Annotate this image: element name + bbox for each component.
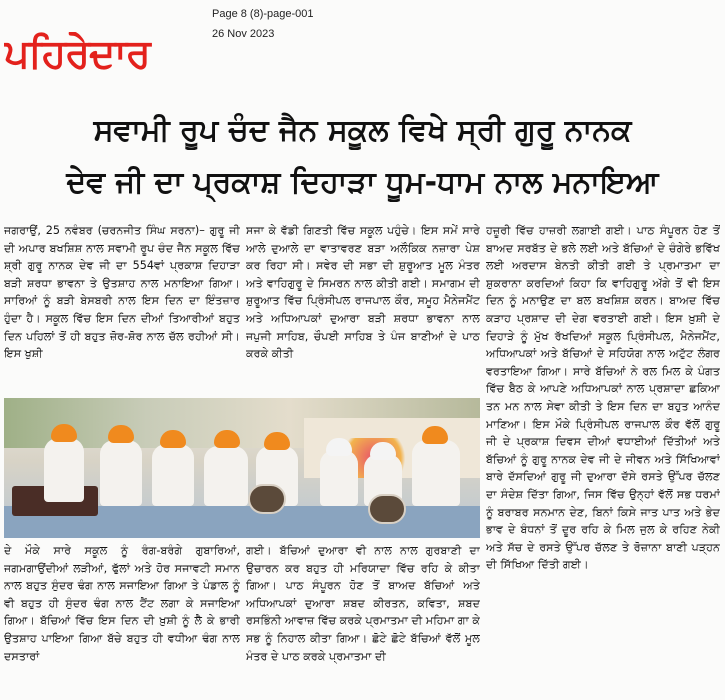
newspaper-masthead: ਪਹਿਰੇਦਾਰ [4, 32, 150, 76]
turban [214, 430, 240, 448]
headline-line-2: ਦੇਵ ਜੀ ਦਾ ਪ੍ਰਕਾਸ਼ ਦਿਹਾੜਾ ਧੂਮ-ਧਾਮ ਨਾਲ ਮਨਾਇਆ [66, 165, 659, 200]
turban [51, 424, 77, 442]
page-label: Page 8 (8)-page-001 [212, 8, 314, 20]
turban [370, 442, 396, 460]
performer [412, 440, 460, 506]
article-column-1-top: ਜਗਰਾਉਂ, 25 ਨਵੰਬਰ (ਚਰਨਜੀਤ ਸਿੰਘ ਸਰਨਾ)– ਗੁਰੂ ਜੀ ਦੀ ਅਪਾਰ ਬਖਸ਼ਿਸ਼ ਨਾਲ ਸਵਾਮੀ ਰੂਪ ਚੰਦ ਜੈਨ ਸਕੂਲ ਵਿੱਚ ਸ਼੍ਰੀ ਗੁਰੂ ਨਾਨਕ ਦੇਵ ਜੀ ਦਾ 554ਵਾਂ ਪ੍ਰਕਾਸ਼ ਦਿਹਾੜਾ ਬੜੀ ਸ਼ਰਧਾ ਭਾਵਨਾ ਤੇ ਉਤਸ਼ਾਹ ਨਾਲ ਮਨਾਇਆ ਗਿਆ। ਸਾਰਿਆਂ ਨੂੰ ਬੜੀ ਬੇਸਬਰੀ ਨਾਲ ਇਸ ਦਿਨ ਦਾ ਇੰਤਜ਼ਾਰ ਹੁੰਦਾ ਹੈ। ਸਕੂਲ ਵਿੱਚ ਇਸ ਦਿਨ ਦੀਆਂ ਤਿਆਰੀਆਂ ਬਹੁਤ ਦਿਨ ਪਹਿਲਾਂ ਤੋਂ ਹੀ ਬਹੁਤ ਜ਼ੋਰ-ਸ਼ੋਰ ਨਾਲ ਚੱਲ ਰਹੀਆਂ ਸੀ। ਇਸ ਖੁਸ਼ੀ [4, 224, 240, 361]
tabla-drum [368, 494, 406, 524]
article-column-3: ਹਜ਼ੂਰੀ ਵਿੱਚ ਹਾਜ਼ਰੀ ਲਗਾਈ ਗਈ। ਪਾਠ ਸੰਪੂਰਨ ਹੋਣ ਤੋਂ ਬਾਅਦ ਸਰਬੱਤ ਦੇ ਭਲੇ ਲਈ ਅਤੇ ਬੱਚਿਆਂ ਦੇ ਚੰਗੇਰੇ ਭਵਿੱਖ ਲਈ ਅਰਦਾਸ ਬੇਨਤੀ ਕੀਤੀ ਗਈ ਤੇ ਪ੍ਰਮਾਤਮਾ ਦਾ ਸ਼ੁਕਰਾਨਾ ਕਰਦਿਆਂ ਕਿਹਾ ਕਿ ਵਾਹਿਗੁਰੂ ਅੱਗੇ ਤੋਂ ਵੀ ਇਸ ਦਿਨ ਨੂੰ ਮਨਾਉਣ ਦਾ ਬਲ ਬਖਸ਼ਿਸ਼ ਕਰਨ। ਬਾਅਦ ਵਿੱਚ ਕੜਾਹ ਪ੍ਰਸ਼ਾਦ ਦੀ ਦੇਗ ਵਰਤਾਈ ਗਈ। ਇਸ ਖ਼ੁਸ਼ੀ ਦੇ ਦਿਹਾੜੇ ਨੂੰ ਮੁੱਖ ਰੱਖਦਿਆਂ ਸਕੂਲ ਪ੍ਰਿੰਸੀਪਲ, ਮੈਨੇਜਮੈਂਟ, ਅਧਿਆਪਕਾਂ ਅਤੇ ਬੱਚਿਆਂ ਦੇ ਸਹਿਯੋਗ ਨਾਲ ਅਟੁੱਟ ਲੰਗਰ ਵਰਤਾਇਆ ਗਿਆ। ਸਾਰੇ ਬੱਚਿਆਂ ਨੇ ਰਲ ਮਿਲ ਕੇ ਪੰਗਤ ਵਿੱਚ ਬੈਠ ਕੇ ਆਪਣੇ ਅਧਿਆਪਕਾਂ ਨਾਲ ਪ੍ਰਸ਼ਾਦਾ ਛਕਿਆ ਤਨ ਮਨ ਨਾਲ ਸੇਵਾ ਕੀਤੀ ਤੇ ਇਸ ਦਿਨ ਦਾ ਬਹੁਤ ਆਨੰਦ ਮਾਣਿਆ। ਇਸ ਮੌਕੇ ਪ੍ਰਿੰਸੀਪਲ ਰਾਜਪਾਲ ਕੌਰ ਵੱਲੋਂ ਗੁਰੂ ਜੀ ਦੇ ਪ੍ਰਕਾਸ਼ ਦਿਵਸ ਦੀਆਂ ਵਧਾਈਆਂ ਦਿੱਤੀਆਂ ਅਤੇ ਬੱਚਿਆਂ ਨੂੰ ਗੁਰੂ ਨਾਨਕ ਦੇਵ ਜੀ ਦੇ ਜੀਵਨ ਅਤੇ ਸਿੱਖਿਆਵਾਂ ਬਾਰੇ ਦੱਸਦਿਆਂ ਗੁਰੂ ਜੀ ਦੁਆਰਾ ਦੱਸੇ ਰਸਤੇ ਉੱਪਰ ਚੱਲਣ ਦਾ ਸੰਦੇਸ਼ ਦਿੱਤਾ ਗਿਆ, ਜਿਸ ਵਿੱਚ ਉਨ੍ਹਾਂ ਵੱਲੋਂ ਸਭ ਧਰਮਾਂ ਨੂੰ ਬਰਾਬਰ ਸਨਮਾਨ ਦੇਣ, ਬਿਨਾਂ ਕਿਸੇ ਜਾਤ ਪਾਤ ਅਤੇ ਭੇਦ ਭਾਵ ਦੇ ਬੰਧਨਾਂ ਤੋਂ ਦੂਰ ਰਹਿ ਕੇ ਮਿਲ ਜੁਲ ਕੇ ਰਹਿਣ ਨੇਕੀ ਅਤੇ ਸੱਚ ਦੇ ਰਸਤੇ ਉੱਪਰ ਚੱਲਣ ਤੇ ਰੋਜ਼ਾਨਾ ਬਾਣੀ ਪੜ੍ਹਨ ਦੀ ਸਿੱਖਿਆ ਦਿੱਤੀ ਗਈ। [486, 224, 720, 572]
page-date: 26 Nov 2023 [212, 28, 275, 40]
event-photo [4, 398, 480, 538]
article-column-2-bottom: ਗਈ। ਬੱਚਿਆਂ ਦੁਆਰਾ ਵੀ ਨਾਲ ਨਾਲ ਗੁਰਬਾਣੀ ਦਾ ਉਚਾਰਨ ਕਰ ਬਹੁਤ ਹੀ ਮਰਿਯਾਦਾ ਵਿੱਚ ਰਹਿ ਕੇ ਕੀਤਾ ਗਿਆ। ਪਾਠ ਸੰਪੂਰਨ ਹੋਣ ਤੋਂ ਬਾਅਦ ਬੱਚਿਆਂ ਅਤੇ ਅਧਿਆਪਕਾਂ ਦੁਆਰਾ ਸ਼ਬਦ ਕੀਰਤਨ, ਕਵਿਤਾ, ਸ਼ਬਦ ਰਸਭਿੰਨੀ ਆਵਾਜ਼ ਵਿੱਚ ਕਰਕੇ ਪ੍ਰਮਾਤਮਾ ਦੀ ਮਹਿਮਾ ਗਾ ਕੇ ਸਭ ਨੂੰ ਨਿਹਾਲ ਕੀਤਾ ਗਿਆ। ਛੋਟੇ ਛੋਟੇ ਬੱਚਿਆਂ ਵੱਲੋਂ ਮੂਲ ਮੰਤਰ ਦੇ ਪਾਠ ਕਰਕੇ ਪ੍ਰਮਾਤਮਾ ਦੀ [246, 544, 480, 663]
headline-line-1: ਸਵਾਮੀ ਰੂਪ ਚੰਦ ਜੈਨ ਸਕੂਲ ਵਿਖੇ ਸ੍ਰੀ ਗੁਰੂ ਨਾਨਕ [93, 113, 632, 148]
performer [152, 444, 194, 506]
turban [326, 438, 352, 456]
tabla-drum [248, 484, 286, 514]
performer [44, 438, 84, 502]
turban [264, 432, 290, 450]
turban [108, 425, 134, 443]
child-performer [320, 450, 358, 506]
article-column-1-bottom: ਦੇ ਮੌਕੇ ਸਾਰੇ ਸਕੂਲ ਨੂੰ ਰੰਗ-ਬਰੰਗੇ ਗੁਬਾਰਿਆਂ, ਜਗਮਗਾਉਂਦੀਆਂ ਲੜੀਆਂ, ਫੁੱਲਾਂ ਅਤੇ ਹੋਰ ਸਜਾਵਟੀ ਸਮਾਨ ਨਾਲ ਬਹੁਤ ਸੁੰਦਰ ਢੰਗ ਨਾਲ ਸਜਾਇਆ ਗਿਆ ਤੇ ਪੰਡਾਲ ਨੂੰ ਵੀ ਬਹੁਤ ਹੀ ਸੁੰਦਰ ਢੰਗ ਨਾਲ ਟੈਂਟ ਲਗਾ ਕੇ ਸਜਾਇਆ ਗਿਆ। ਬੱਚਿਆਂ ਵਿੱਚ ਇਸ ਦਿਨ ਦੀ ਖ਼ੁਸ਼ੀ ਨੂੰ ਲੈ ਕੇ ਭਾਰੀ ਉਤਸ਼ਾਹ ਪਾਇਆ ਗਿਆ ਬੱਚੇ ਬਹੁਤ ਹੀ ਵਧੀਆ ਢੰਗ ਨਾਲ ਦਸਤਾਰਾਂ [4, 544, 240, 663]
performer [100, 440, 142, 506]
performer [204, 446, 248, 506]
article-column-2-top: ਸਜਾ ਕੇ ਵੱਡੀ ਗਿਣਤੀ ਵਿੱਚ ਸਕੂਲ ਪਹੁੰਚੇ। ਇਸ ਸਮੇਂ ਸਾਰੇ ਆਲੇ ਦੁਆਲੇ ਦਾ ਵਾਤਾਵਰਣ ਬੜਾ ਅਲੌਕਿਕ ਨਜ਼ਾਰਾ ਪੇਸ਼ ਕਰ ਰਿਹਾ ਸੀ। ਸਵੇਰ ਦੀ ਸਭਾ ਦੀ ਸ਼ੁਰੂਆਤ ਮੂਲ ਮੰਤਰ ਅਤੇ ਵਾਹਿਗੁਰੂ ਦੇ ਸਿਮਰਨ ਨਾਲ ਕੀਤੀ ਗਈ। ਸਮਾਗਮ ਦੀ ਸ਼ੁਰੂਆਤ ਵਿੱਚ ਪ੍ਰਿੰਸੀਪਲ ਰਾਜਪਾਲ ਕੌਰ, ਸਮੂਹ ਮੈਨੇਜਮੈਂਟ ਅਤੇ ਅਧਿਆਪਕਾਂ ਦੁਆਰਾ ਬੜੀ ਸ਼ਰਧਾ ਭਾਵਨਾ ਨਾਲ ਜਪੁਜੀ ਸਾਹਿਬ, ਚੌਪਈ ਸਾਹਿਬ ਤੇ ਪੰਜ ਬਾਣੀਆਂ ਦੇ ਪਾਠ ਕਰਕੇ ਕੀਤੀ [246, 224, 480, 361]
turban [422, 426, 448, 444]
turban [160, 430, 186, 448]
